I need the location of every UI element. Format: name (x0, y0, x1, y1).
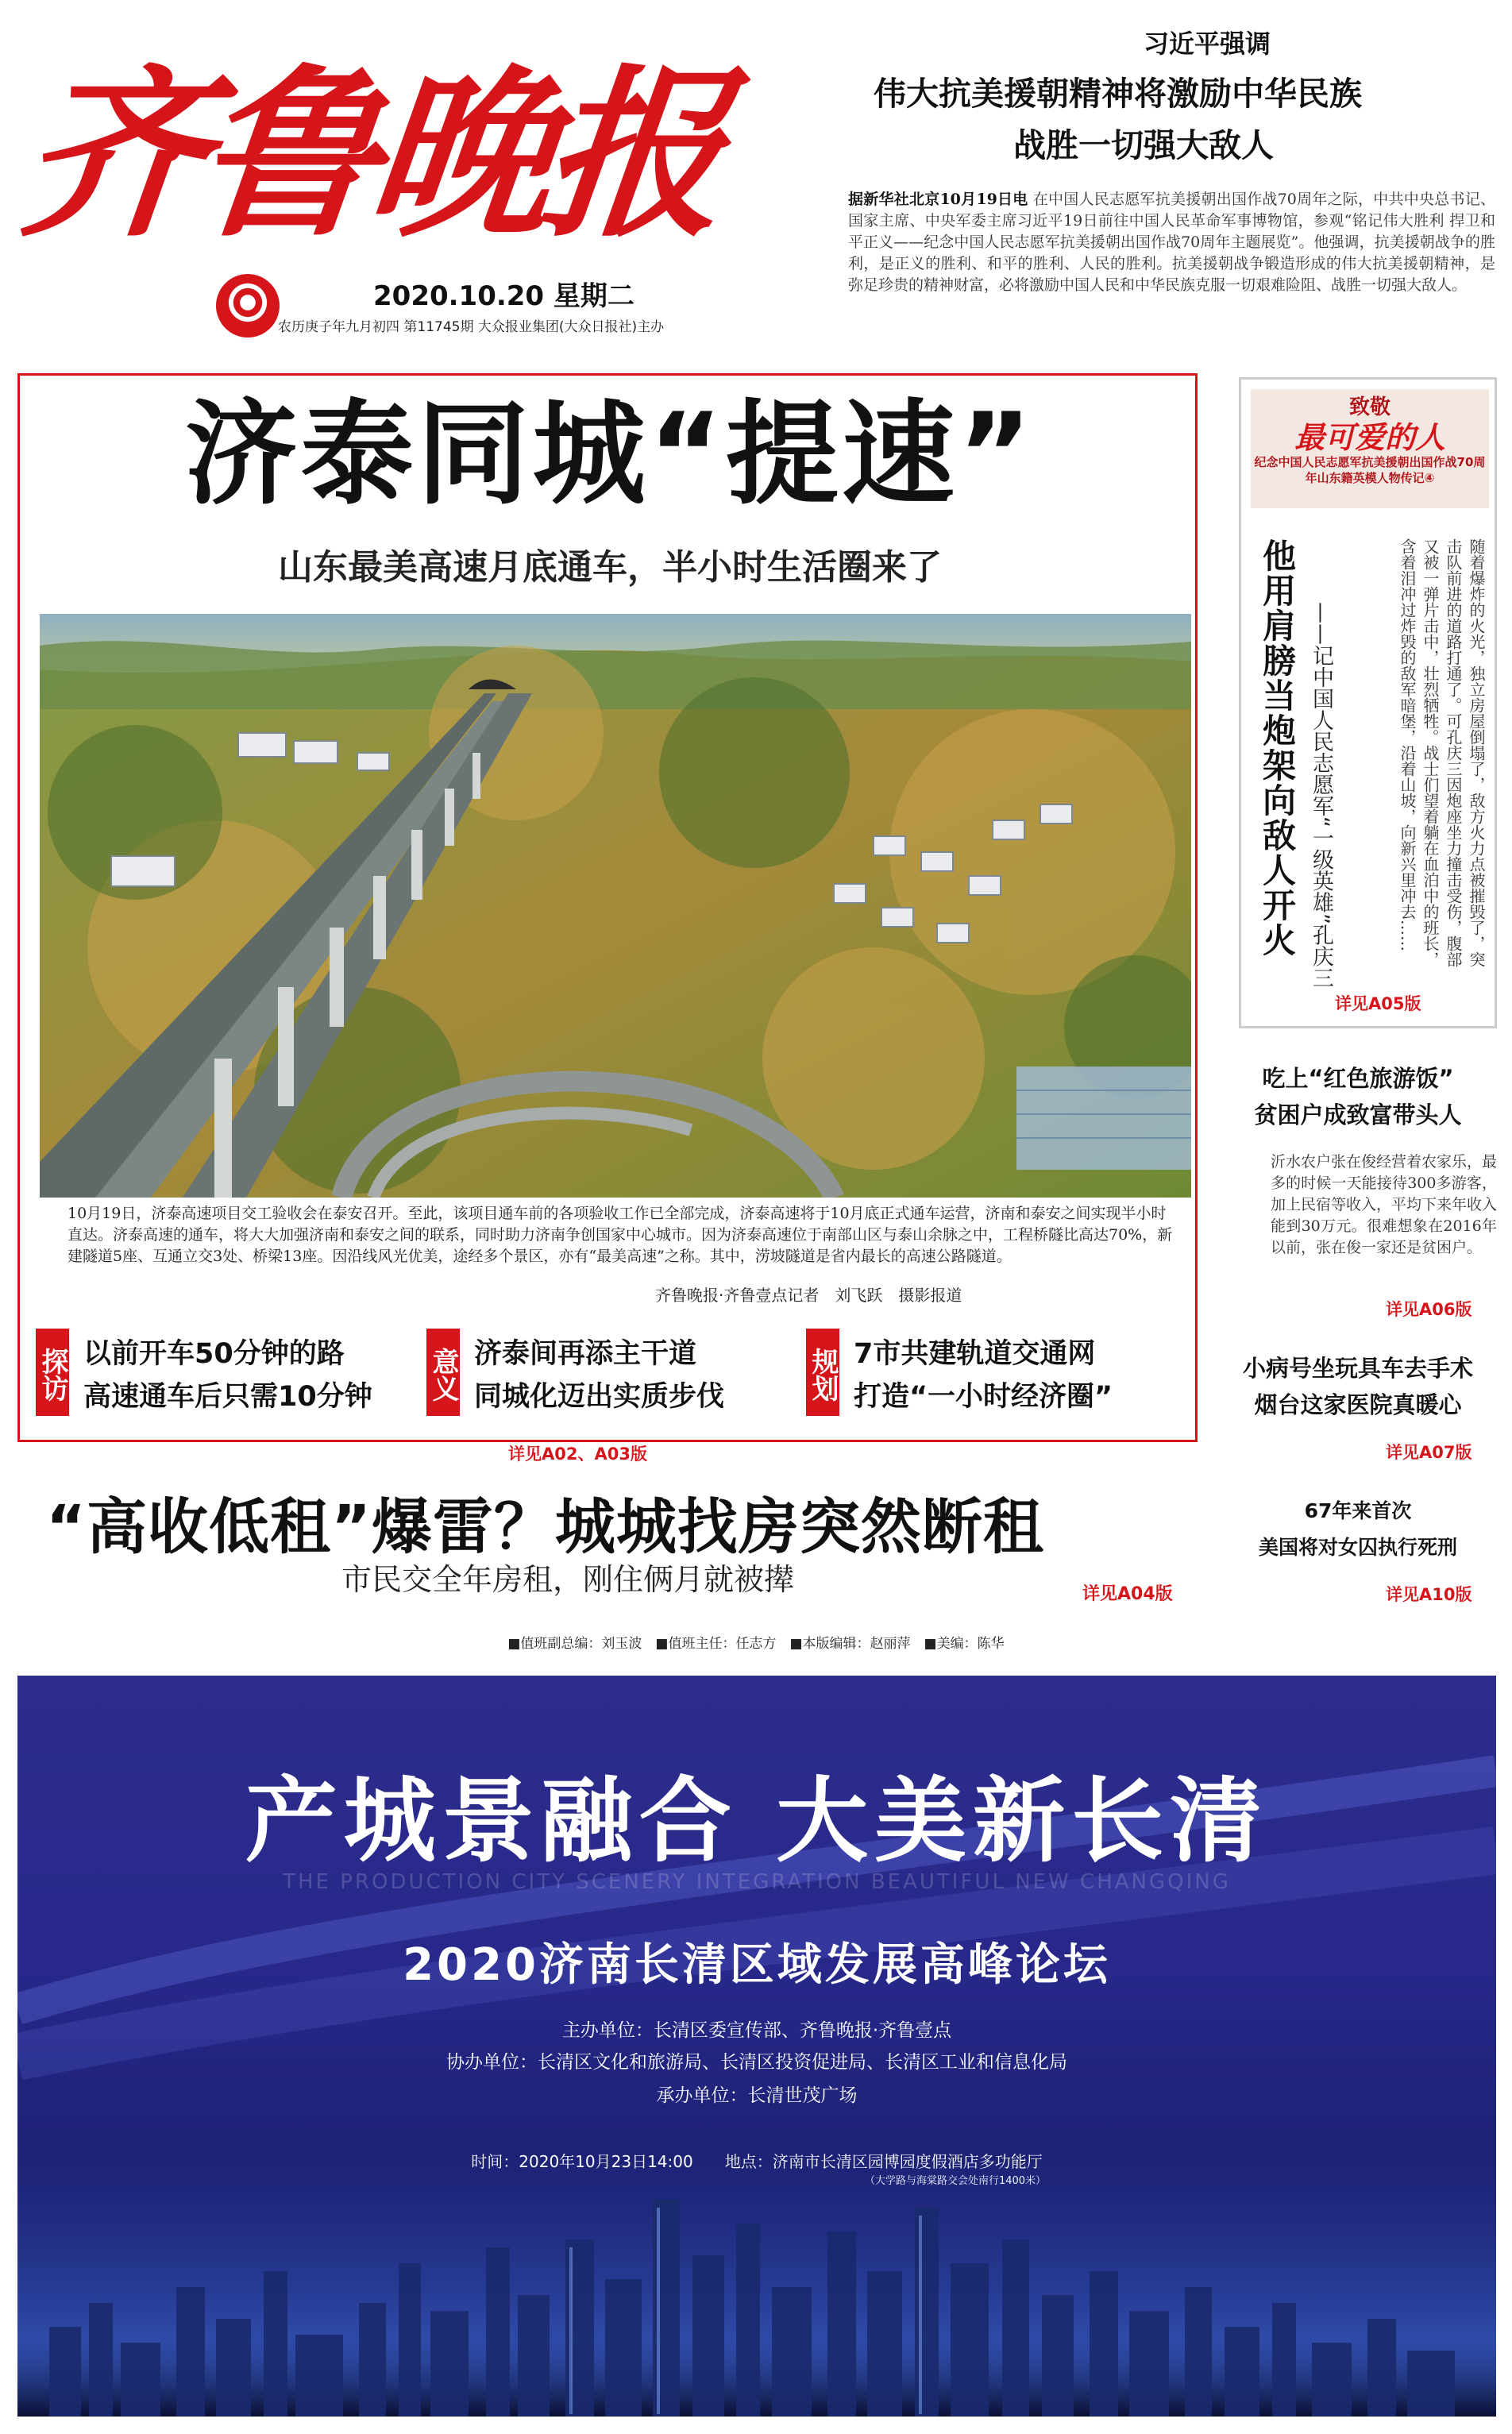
lead-headline-line2[interactable]: 战胜一切强大敌人 (1013, 126, 1274, 164)
sub-story-meaning[interactable] (426, 1329, 800, 1416)
lead-body (848, 189, 1495, 296)
tribute-banner (1251, 389, 1489, 508)
rent-see-more-link[interactable]: 详见A04版 (1082, 1584, 1173, 1604)
sub-story-visit[interactable] (36, 1329, 409, 1416)
brief-see-more-link[interactable]: 详见A10版 (1386, 1585, 1472, 1604)
sub-story-line1: 以前开车50分钟的路 (83, 1338, 345, 1370)
brief-see-more-link[interactable]: 详见A06版 (1386, 1300, 1472, 1319)
ad-headline: 产城景融合 大美新长清 (245, 1767, 1269, 1875)
sub-story-tag: 意义 (426, 1329, 460, 1416)
brief-headline-hospital[interactable] (1215, 1350, 1501, 1423)
highway-aerial-photo (40, 614, 1191, 1198)
ad-co-host: 协办单位：长清区文化和旅游局、长清区投资促进局、长清区工业和信息化局 (446, 2052, 1067, 2073)
brief-body-tourism: 沂水农户张在俊经营着农家乐，最多的时候一天能接待300多游客，加上民宿等收入，平均下来年收入能到30万元。很难想象在2016年以前，张在俊一家还是贫困户。 (1271, 1153, 1498, 1256)
city-skyline-illustration (17, 2152, 1496, 2417)
brief-headline-line2: 烟台这家医院真暖心 (1254, 1391, 1462, 1418)
sub-story-line2: 高速通车后只需10分钟 (83, 1381, 372, 1413)
brief-headline-tourism[interactable] (1215, 1060, 1501, 1133)
staff-credits: ■值班副总编：刘玉波 ■值班主任：任志方 ■本版编辑：赵丽萍 ■美编：陈华 (507, 1636, 1005, 1652)
brief-headline-line1: 吃上“红色旅游饭” (1262, 1065, 1454, 1092)
feature-see-more-link[interactable]: 详见A02、A03版 (508, 1445, 647, 1464)
issue-date: 2020.10.20 星期二 (373, 280, 634, 312)
ad-organizer: 承办单位：长清世茂广场 (656, 2085, 858, 2106)
hero-story-box (1239, 377, 1497, 1028)
sub-story-line1: 济泰间再添主干道 (474, 1338, 697, 1370)
brief-headline-line1: 小病号坐玩具车去手术 (1242, 1355, 1473, 1382)
sub-story-line2: 打造“一小时经济圈” (854, 1381, 1113, 1413)
sub-story-tag: 规划 (806, 1329, 839, 1416)
brief-see-more-link[interactable]: 详见A07版 (1386, 1443, 1472, 1462)
sub-story-tag: 探访 (36, 1329, 69, 1416)
feature-credit: 齐鲁晚报·齐鲁壹点记者 刘飞跃 摄影报道 (655, 1286, 962, 1305)
brief-headline-line1: 67年来首次 (1304, 1499, 1412, 1522)
hero-headline[interactable]: 他用肩膀当炮架向敌人开火 (1258, 538, 1297, 958)
feature-headline[interactable]: 济泰同城“提速” (184, 389, 1036, 520)
lead-kicker: 习近平强调 (1144, 29, 1271, 59)
brief-headline-line2: 贫困户成致富带头人 (1254, 1101, 1462, 1128)
logo-emblem-icon (216, 274, 280, 338)
lead-headline-line1[interactable]: 伟大抗美援朝精神将激励中华民族 (874, 75, 1362, 113)
hero-body: 随着爆炸的火光，独立房屋倒塌了，敌方火力点被摧毁了，突击队前进的道路打通了。可孔庆三因炮座坐力撞击受伤，腹部又被一弹片击中，壮烈牺牲。战士们望着躺在血泊中的班长，含着泪冲过炸毁的敌军暗堡，沿着山坡，向新兴里冲去…… (1398, 538, 1486, 967)
newspaper-logo: 齐鲁晚报 (12, 48, 728, 262)
forum-advertisement (17, 1676, 1496, 2417)
rent-headline[interactable]: “高收低租”爆雷？城城找房突然断租 (46, 1491, 1044, 1562)
issue-meta: 农历庚子年九月初四 第11745期 大众报业集团(大众日报社)主办 (278, 319, 665, 335)
feature-caption: 10月19日，济泰高速项目交工验收会在泰安召开。至此，该项目通车前的各项验收工作已全部完成，济泰高速将于10月底正式通车运营，济南和泰安之间实现半小时直达。济泰高速的通车，将大大加强济南和泰安之间的联系，同时助力济南争创国家中心城市。因为济泰高速位于南部山区与泰山余脉之中，工程桥隧比高达70%，新建隧道5座、互通立交3处、桥梁13座。因沿线风光优美，途经多个景区，亦有“最美高速”之称。其中，涝坡隧道是省内最长的高速公路隧道。 (68, 1205, 1173, 1265)
masthead (12, 24, 818, 286)
hero-see-more-link[interactable]: 详见A05版 (1335, 994, 1421, 1013)
hero-subheadline: ——记中国人民志愿军“一级英雄”孔庆三 (1309, 602, 1333, 989)
feature-subheadline: 山东最美高速月底通车，半小时生活圈来了 (278, 547, 942, 588)
sub-story-line2: 同城化迈出实质步伐 (474, 1381, 725, 1413)
lead-body-text: 在中国人民志愿军抗美援朝出国作战70周年之际，中共中央总书记、国家主席、中央军委主席习近平19日前往中国人民革命军事博物馆，参观“铭记伟大胜利 捍卫和平正义——纪念中国人民志愿军抗美援朝出国作战70周年主题展览”。他强调，抗美援朝战争的胜利，是正义的胜利、和平的胜利、人民的胜利。抗美援朝战争锻造形成的伟大抗美援朝精神，是弥足珍贵的精神财富，必将激励中国人民和中华民族克服一切艰难险阻、战胜一切强大敌人。 (848, 191, 1495, 294)
lead-dateline: 据新华社北京10月19日电 (848, 191, 1028, 208)
tribute-banner-line2: 最可爱的人 (1294, 420, 1445, 455)
rent-subheadline: 市民交全年房租，刚住俩月就被撵 (341, 1562, 795, 1597)
sub-story-line1: 7市共建轨道交通网 (854, 1338, 1096, 1370)
ad-english-tagline: THE PRODUCTION CITY SCENERY INTEGRATION BEAUTIFUL NEW CHANGQING (283, 1870, 1231, 1894)
tribute-banner-line1: 致敬 (1348, 395, 1390, 419)
brief-headline-line2: 美国将对女囚执行死刑 (1258, 1536, 1457, 1559)
feature-box (17, 373, 1198, 1442)
brief-headline-execution[interactable] (1215, 1493, 1501, 1566)
sub-story-plan[interactable] (806, 1329, 1179, 1416)
tribute-banner-line3: 纪念中国人民志愿军抗美援朝出国作战70周年山东籍英模人物传记④ (1254, 455, 1486, 485)
ad-host: 主办单位：长清区委宣传部、齐鲁晚报·齐鲁壹点 (561, 2020, 952, 2041)
ad-forum-name: 2020济南长清区域发展高峰论坛 (403, 1939, 1111, 1991)
